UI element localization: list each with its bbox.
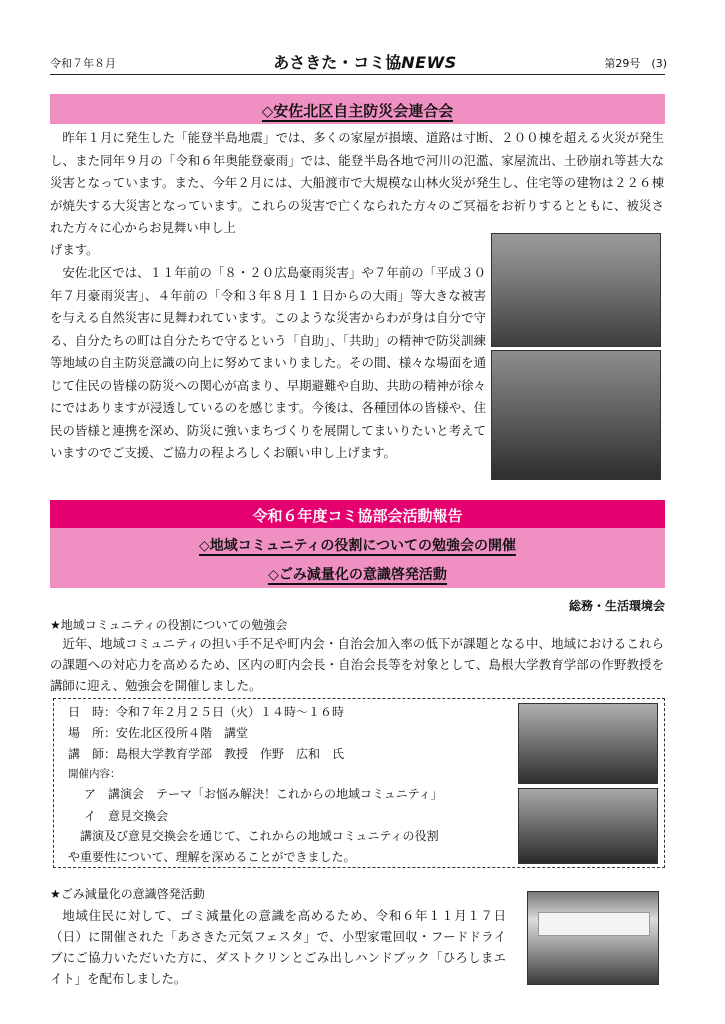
- tent-shape: [538, 912, 650, 936]
- waste-reduction-heading: ★ごみ減量化の意識啓発活動: [50, 887, 205, 901]
- event-lecturer: 講 師：島根大学教育学部 教授 作野 広和 氏: [68, 747, 345, 761]
- issue-number: 第29号 (3): [604, 57, 667, 70]
- festival-tent-photo: [527, 891, 659, 985]
- exchange-meeting-photo: [518, 788, 658, 864]
- event-summary-line2: や重要性について、理解を深めることができました。: [68, 850, 356, 864]
- waste-reduction-paragraph: 地域住民に対して、ゴミ減量化の意識を高めるため、令和６年１１月１７日（日）に開催された「あさきた元気フェスタ」で、小型家電回収・フードドライブにご協力いただいた方に、ダストクリンとごみ出しハンドブック「ひろしまエイト」を配布しました。: [50, 908, 506, 986]
- activity-subtitle-waste: ◇ごみ減量化の意識啓発活動: [268, 567, 447, 583]
- lecture-photo: [518, 703, 658, 784]
- header-divider: [50, 74, 665, 75]
- event-item-exchange: イ 意見交換会: [84, 809, 169, 823]
- section1-title-band: [50, 94, 665, 124]
- event-place: 場 所：安佐北区役所４階 講堂: [68, 726, 249, 740]
- activity-report-title: 令和６年度コミ協部会活動報告: [252, 507, 463, 525]
- section1-paragraph-1-end: げます。: [50, 242, 99, 257]
- event-item-lecture: ア 講演会 テーマ「お悩み解決！これからの地域コミュニティ」: [84, 787, 443, 801]
- disaster-meeting-photo: [491, 233, 661, 347]
- newsletter-title: [250, 50, 480, 73]
- event-content-label: 開催内容：: [68, 768, 121, 780]
- disaster-drill-photo: [491, 350, 661, 480]
- section1-title: ◇安佐北区自主防災会連合会: [261, 102, 454, 120]
- section1-paragraph-2: 安佐北区では、１１年前の「８・２０広島豪雨災害」や７年前の「平成３０年７月豪雨災害」、４年前の「令和３年８月１１日からの大雨」等大きな被害を与える自然災害に見舞われています。このような災害からわが身は自分で守る、自分たちの町は自分たちで守るという「自助」、「共助」の精神で防災訓練等地域の自主防災意識の向上に努めてまいりました。その間、様々な場面を通じて住民の皆様の防災への関心が高まり、早期避難や自助、共助の精神が徐々にではありますが浸透しているのを感じます。今後は、各種団体の皆様や、住民の皆様と連携を深め、防災に強いまちづくりを展開してまいりたいと考えていますのでご支援、ご協力の程よろしくお願い申し上げます。: [50, 265, 486, 460]
- department-name: 総務・生活環境会: [568, 599, 665, 613]
- activity-subtitle-community: ◇地域コミュニティの役割についての勉強会の開催: [198, 538, 517, 554]
- newsletter-title-main: あさきた・コミ協: [273, 53, 402, 72]
- section1-paragraph-1: 昨年１月に発生した「能登半島地震」では、多くの家屋が損壊、道路は寸断、２００棟を超える火災が発生し、また同年９月の「令和６年奥能登豪雨」では、能登半島各地で河川の氾濫、家屋流出、土砂崩れ等甚大な災害となっています。また、今年２月には、大船渡市で大規模な山林火災が発生し、住宅等の建物は２２６棟が焼失する大災害となっています。これらの災害で亡くなられた方々のご冥福をお祈りするとともに、被災された方々に心からお見舞い申し上: [50, 130, 664, 235]
- event-date: 日 時：令和７年２月２５日（火）１４時～１６時: [68, 705, 345, 719]
- study-session-paragraph: 近年、地域コミュニティの担い手不足や町内会・自治会加入率の低下が課題となる中、地域におけるこれらの課題への対応力を高めるため、区内の町内会長・自治会長等を対象として、島根大学教育学部の作野教授を講師に迎え、勉強会を開催しました。: [50, 636, 664, 693]
- activity-subtitle-band: [50, 528, 665, 588]
- activity-report-banner: [50, 500, 665, 528]
- newsletter-title-news: NEWS: [401, 53, 457, 72]
- event-summary-line1: 講演及び意見交換会を通じて、これからの地域コミュニティの役割: [80, 829, 439, 843]
- study-session-heading: ★地域コミュニティの役割についての勉強会: [50, 618, 288, 632]
- issue-date: 令和７年８月: [50, 57, 116, 70]
